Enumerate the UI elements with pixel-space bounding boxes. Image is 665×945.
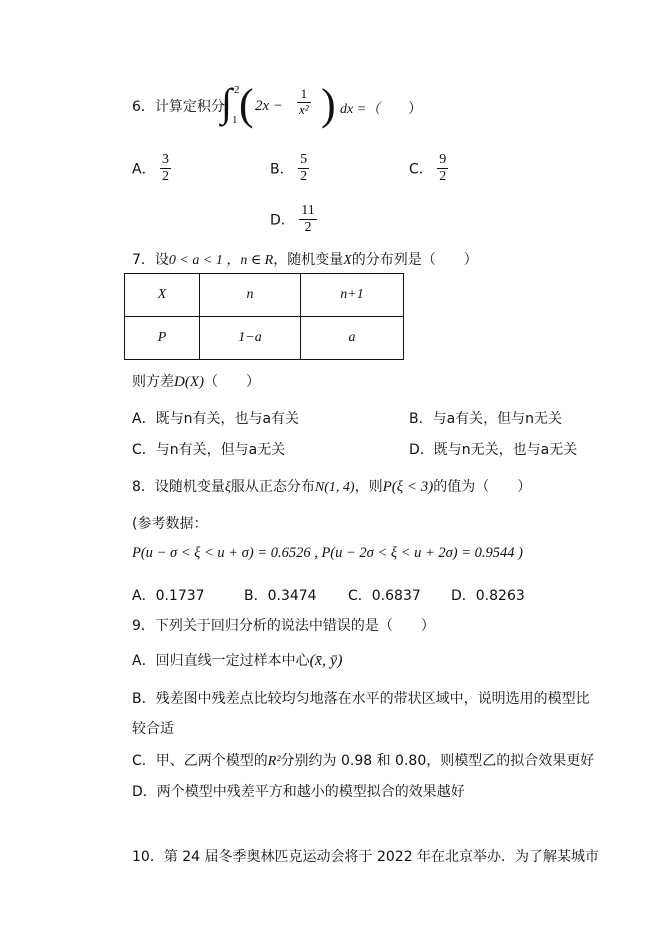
- q6-big-paren-right: ): [321, 80, 336, 129]
- q8-reference-label: (参考数据：: [132, 516, 208, 532]
- q6-prefix: 6．计算定积分: [132, 99, 225, 115]
- frac-num: 3: [162, 152, 170, 167]
- table-cell: P: [125, 317, 200, 360]
- variance-expr: D(X): [174, 374, 204, 390]
- q6-int-lower: 1: [232, 114, 238, 126]
- table-cell: a: [301, 317, 404, 360]
- r-squared: R²: [267, 754, 281, 769]
- q7-option-b: B．与a有关，但与n无关: [409, 411, 563, 427]
- frac-num: 9: [439, 152, 447, 167]
- q6-frac-num: 1: [300, 86, 308, 101]
- q9-option-b-line2: 较合适: [132, 721, 174, 737]
- integral-sign: ∫: [221, 80, 232, 125]
- q6-inner-left: 2x −: [255, 98, 284, 114]
- q9-option-c: C．甲、乙两个模型的R²分别约为 0.98 和 0.80，则模型乙的拟合效果更好: [132, 753, 595, 769]
- q8-prob: P(ξ < 3): [382, 479, 434, 495]
- q9-option-a: A．回归直线一定过样本中心(x̄, ȳ): [132, 652, 343, 669]
- q6-dx: dx =（: [340, 102, 381, 117]
- table-row: [125, 274, 404, 317]
- q7-condition: 0 < a < 1 ，n ∈ R: [168, 253, 274, 268]
- q10-stem: 10．第 24 届冬季奥林匹克运动会将于 2022 年在北京举办．为了解某城市: [132, 849, 600, 865]
- q6-option-c: C． $\frac{9}{2}$: [409, 152, 447, 185]
- q9-option-b-line1: B．残差图中残差点比较均匀地落在水平的带状区域中，说明选用的模型比: [132, 691, 590, 707]
- q8-option-b: B．0.3474: [244, 588, 317, 604]
- q6-stem: [132, 96, 225, 116]
- q6-option-a: A． $\frac{3}{2}$: [132, 152, 170, 185]
- q6-option-d: D． $\frac{11}{2}$: [270, 203, 315, 236]
- frac-den: 2: [299, 219, 316, 236]
- q6-close: ）: [408, 101, 423, 117]
- q9-option-d: D．两个模型中残差平方和越小的模型拟合的效果越好: [132, 784, 465, 800]
- q8-option-a: A．0.1737: [132, 588, 205, 604]
- q7-option-a: A．既与n有关，也与a有关: [132, 411, 300, 427]
- frac-num: 11: [301, 203, 315, 218]
- q7-option-c: C．与n有关，但与a无关: [132, 442, 286, 458]
- q6-tail: [340, 98, 422, 118]
- q7-variance: 则方差D(X)（ ）: [132, 374, 260, 390]
- sample-center: (x̄, ȳ): [309, 652, 343, 669]
- frac-num: 5: [300, 152, 308, 167]
- q7-stem: 7．设0 < a < 1 ，n ∈ R，随机变量X的分布列是（ ）: [132, 252, 478, 268]
- frac-den: 2: [162, 169, 170, 185]
- table-cell: 1−a: [200, 317, 301, 360]
- q6-inner-frac: [297, 87, 311, 118]
- q6-option-b: B． $\frac{5}{2}$: [270, 152, 308, 185]
- distribution-table: [124, 273, 404, 360]
- q8-stem: 8．设随机变量ξ服从正态分布N(1, 4)，则P(ξ < 3)的值为（ ）: [132, 479, 532, 495]
- q8-dist: N(1, 4): [314, 480, 355, 495]
- q6-big-paren-left: (: [239, 80, 254, 129]
- frac-den: 2: [439, 169, 447, 185]
- q6-int-upper: 2: [234, 84, 240, 96]
- q6-integral: [221, 80, 351, 134]
- table-cell: X: [125, 274, 200, 317]
- q9-stem: 9．下列关于回归分析的说法中错误的是（ ）: [132, 618, 435, 634]
- q7-var: X: [343, 253, 352, 268]
- table-row: [125, 317, 404, 360]
- q8-option-c: C．0.6837: [348, 588, 421, 604]
- table-cell: n+1: [301, 274, 404, 317]
- q8-reference-formula: P(u − σ < ξ < u + σ) = 0.6526 , P(u − 2σ < ξ < u + 2σ) = 0.9544 ): [132, 545, 523, 561]
- table-cell: n: [200, 274, 301, 317]
- q8-option-d: D．0.8263: [451, 588, 525, 604]
- q7-option-d: D．既与n无关，也与a无关: [409, 442, 578, 458]
- frac-den: 2: [300, 169, 308, 185]
- q6-frac-den: x²: [299, 101, 309, 117]
